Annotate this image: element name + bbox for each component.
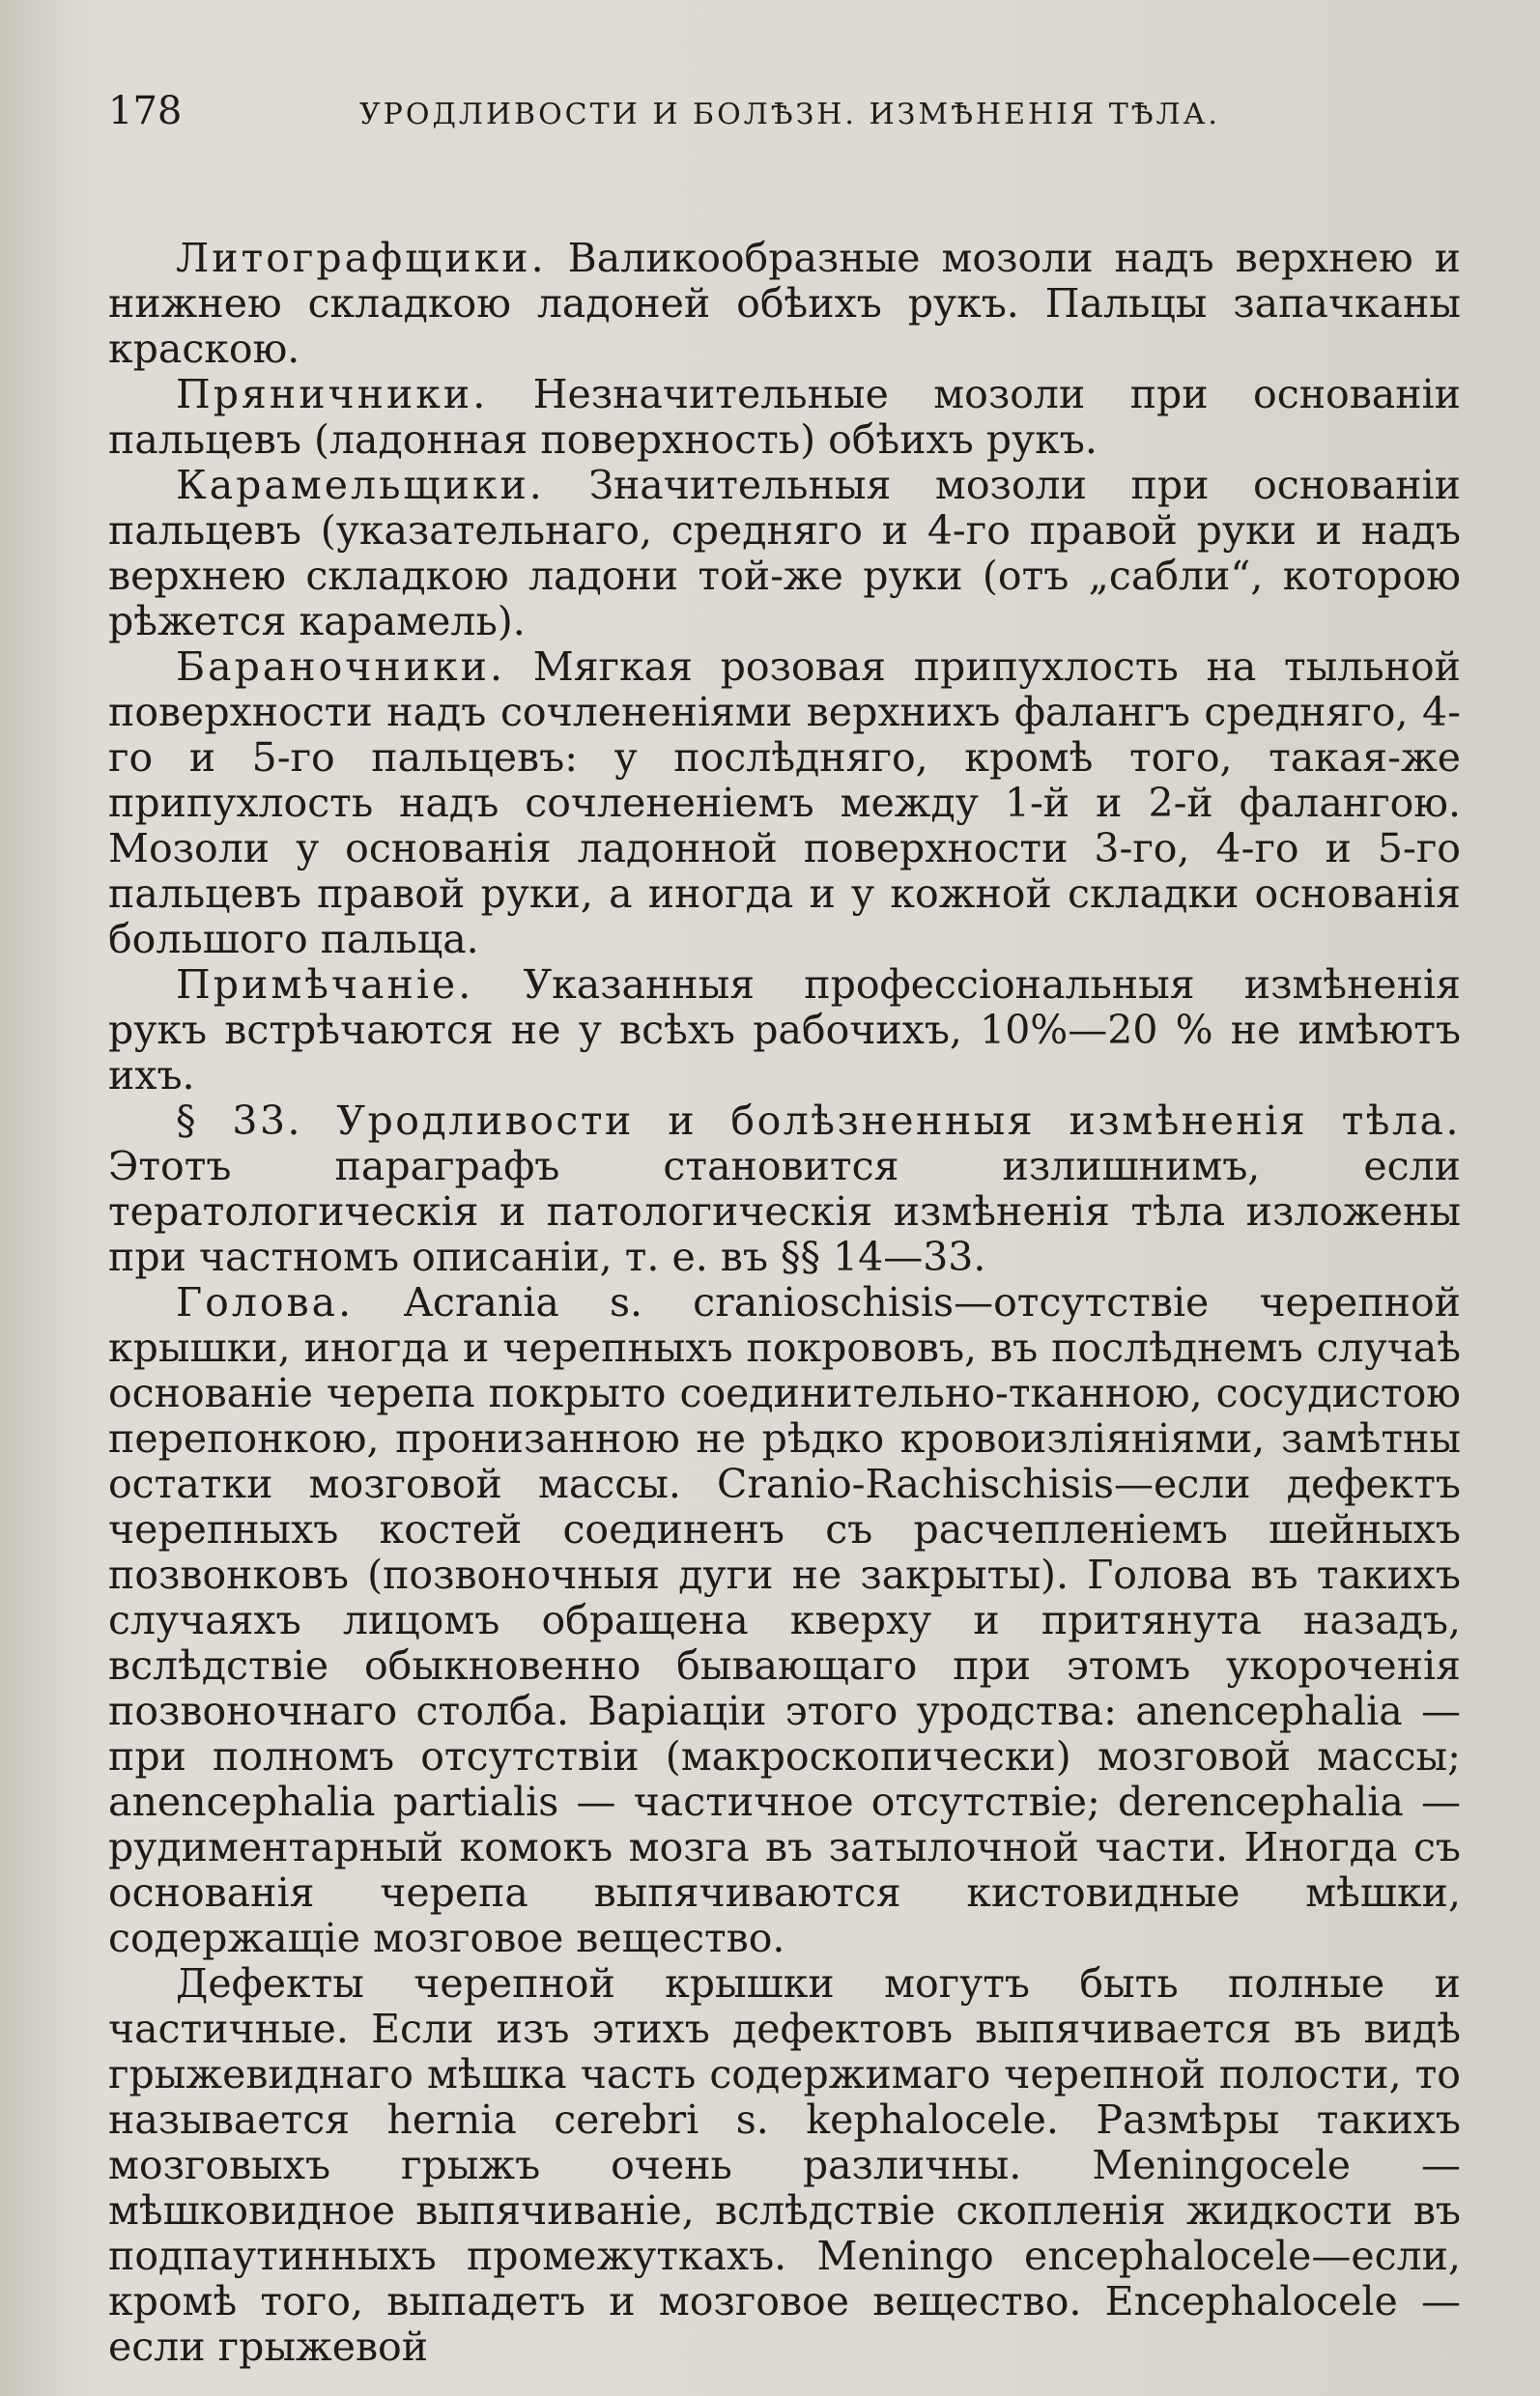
paragraph-lead: Карамельщики. xyxy=(176,462,545,508)
paragraph-text: Указанныя профессіональныя измѣненія рукъ встрѣчаются не у всѣхъ рабочихъ, 10%—20 % не имѣютъ ихъ. xyxy=(108,961,1461,1098)
paragraph-lead: Пряничники. xyxy=(176,371,489,417)
paragraph-bagel-makers xyxy=(108,644,1461,962)
running-head: УРОДЛИВОСТИ И БОЛѢЗН. ИЗМѢНЕНІЯ ТѢЛА. xyxy=(359,98,1220,131)
book-page xyxy=(108,89,1461,2370)
paragraph-lead: Литографщики. xyxy=(176,235,547,281)
paragraph-text: Незначительные мозоли при основаніи пальцевъ (ладонная поверхность) обѣихъ рукъ. xyxy=(108,371,1461,463)
paragraph-lead: Примѣчаніе. xyxy=(176,961,474,1008)
section-heading: § 33. Уродливости и болѣзненныя измѣненія тѣла. xyxy=(176,1098,1461,1144)
paragraph-caramel-makers xyxy=(108,463,1461,644)
paragraph-text: Этотъ параграфъ становится излишнимъ, если тератологическія и патологическія измѣненія тѣла изложены при частномъ описаніи, т. е. въ §§ 14—33. xyxy=(108,1143,1461,1280)
paragraph-note xyxy=(108,962,1461,1098)
paragraph-lithographers xyxy=(108,236,1461,372)
paragraph-section-33 xyxy=(108,1098,1461,1280)
page-number: 178 xyxy=(108,89,183,133)
paragraph-lead: Бараночники. xyxy=(176,643,506,690)
paragraph-text: Значительныя мозоли при основаніи пальцевъ (указательнаго, средняго и 4-го правой руки и надъ верхнею складкою ладони той-же руки (отъ „сабли“, которою рѣжется карамель). xyxy=(108,462,1461,644)
page-header xyxy=(108,89,1461,158)
paragraph-text: Дефекты черепной крышки могутъ быть полные и частичные. Если изъ этихъ дефектовъ выпячивается въ видѣ грыжевиднаго мѣшка часть содержимаго черепной полости, то называется hernia cerebri s. kephalocele. Размѣры такихъ мозговыхъ грыжъ очень различны. Meningocele — мѣшковидное выпячиваніе, вслѣдствіе скопленія жидкости въ подпаутинныхъ промежуткахъ. Meningo encephalocele—если, кромѣ того, выпадетъ и мозговое вещество. Encephalocele — если грыжевой xyxy=(108,1960,1461,2370)
paragraph-skull-defects xyxy=(108,1961,1461,2370)
paragraph-head xyxy=(108,1280,1461,1961)
paragraph-text: Мягкая розовая припухлость на тыльной поверхности надъ сочлененіями верхнихъ фалангъ средняго, 4-го и 5-го пальцевъ: у послѣдняго, кромѣ того, такая-же припухлость надъ сочлененіемъ между 1-й и 2-й фалангою. Мозоли у основанія ладонной поверхности 3-го, 4-го и 5-го пальцевъ правой руки, а иногда и у кожной складки основанія большого пальца. xyxy=(108,643,1461,962)
paragraph-lead: Голова. xyxy=(176,1279,355,1326)
paragraph-text: Валикообразные мозоли надъ верхнею и нижнею складкою ладоней обѣихъ рукъ. Пальцы запачканы краскою. xyxy=(108,235,1461,372)
paragraph-gingerbread-makers xyxy=(108,372,1461,463)
paragraph-text: Acrania s. cranioschisis—отсутствіе черепной крышки, иногда и черепныхъ покрововъ, въ послѣднемъ случаѣ основаніе черепа покрыто соединительно-тканною, сосудистою перепонкою, пронизанною не рѣдко кровоизліяніями, замѣтны остатки мозговой массы. Cranio-Rachischisis—если дефектъ черепныхъ костей соединенъ съ расчепленіемъ шейныхъ позвонковъ (позвоночныя дуги не закрыты). Голова въ такихъ случаяхъ лицомъ обращена кверху и притянута назадъ, вслѣдствіе обыкновенно бывающаго при этомъ укороченія позвоночнаго столба. Варіаціи этого уродства: anencephalia —при полномъ отсутствіи (макроскопически) мозговой массы; anencephalia partialis — частичное отсутствіе; derencephalia — рудиментарный комокъ мозга въ затылочной части. Иногда съ основанія черепа выпячиваются кистовидные мѣшки, содержащіе мозговое вещество. xyxy=(108,1279,1461,1961)
